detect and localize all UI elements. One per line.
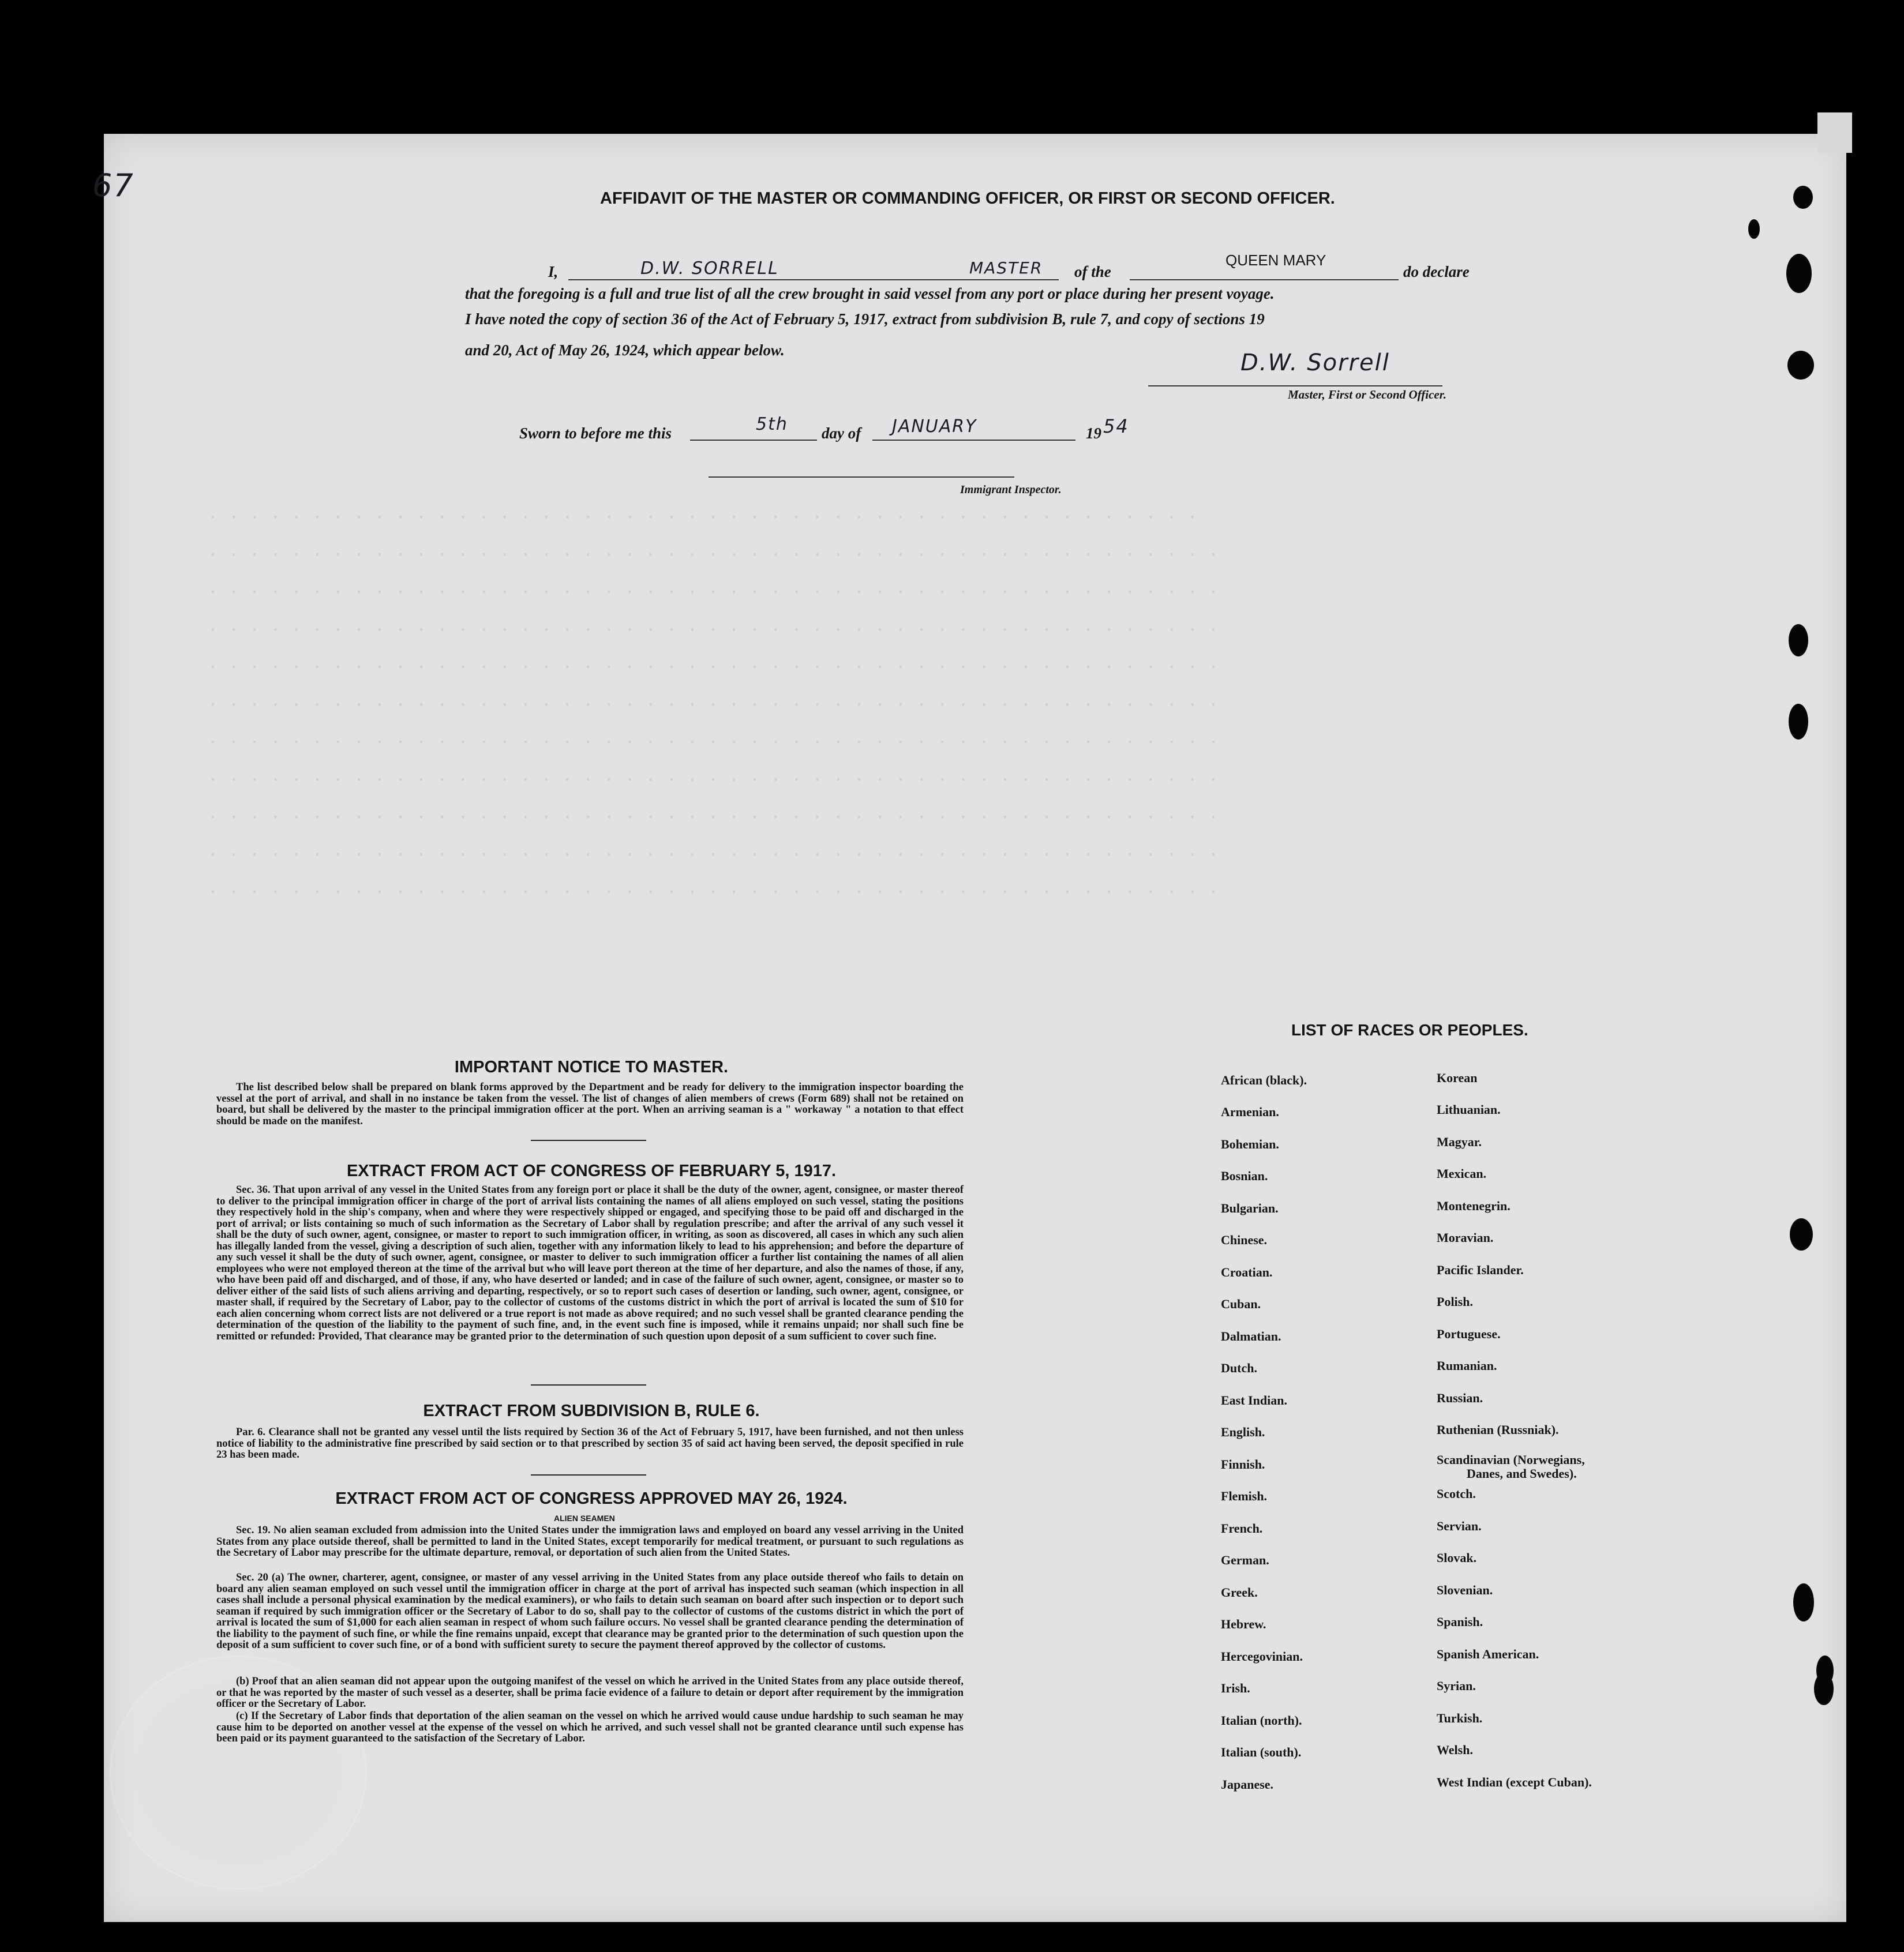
notice-title: IMPORTANT NOTICE TO MASTER. (454, 1058, 729, 1076)
race-item: German. (1221, 1553, 1269, 1567)
punch-hole (1789, 704, 1808, 739)
race-item: Slovak. (1437, 1551, 1477, 1565)
race-item: Korean (1437, 1071, 1478, 1085)
section-divider (531, 1384, 646, 1386)
name-line (568, 279, 1059, 280)
inspector-line (709, 476, 1014, 478)
sworn-day: 5th (756, 414, 788, 434)
vessel-name: QUEEN MARY (1225, 251, 1326, 269)
page-corner-fold (1817, 112, 1852, 153)
extract-1917-body: Sec. 36. That upon arrival of any vessel in the United States from any foreign port or place it shall be the duty of the owner, agent, consignee, or master thereof to deliver to the principal immigration officer in charge of the port of arrival lists containing the names of all aliens employed on such vessel, stating the positions they respectively hold in the ship's company, when and where they were respectively shipped or engaged, and specifying those to be paid off and discharged in the port of arrival; or lists containing so much of such information as the Secretary of Labor shall by regulation prescribe; and after the arrival of any such vessel it shall be the duty of such owner, agent, consignee, or master to report to such immigration officer, in writing, as soon as discovered, all cases in which any such alien has illegally landed from the vessel, giving a description of such alien, together with any information likely to lead to his apprehension; and before the departure of any such vessel it shall be the duty of such owner, agent, consignee, or master to deliver to such immigration officer a further list containing the names of all alien employees who were not employed thereon at the time of the arrival but who will leave port thereon at the time of her departure, and also the names of those, if any, who have been paid off and discharged, and of those, if any, who have deserted or landed; and in case of the failure of such owner, agent, consignee, or master so to deliver either of the said lists of such aliens arriving and departing, respectively, or so to report such cases of desertion or landing, such owner, agent, consignee, or master shall, if required by the Secretary of Labor, pay to the collector of customs of the customs district in which the port of arrival is located the sum of $10 for each alien concerning whom correct lists are not delivered or a true report is not made as above required; and no such vessel shall be granted clearance pending the determination of the question of the liability to the payment of such fine, and, in the event such fine is imposed, while it remains unpaid; nor shall such fine be remitted or refunded: Provided, That clearance may be granted prior to the determination of such question upon deposit of a sum sufficient to cover such fine. (216, 1184, 964, 1342)
race-item: Mexican. (1437, 1166, 1487, 1181)
race-item: Pacific Islander. (1437, 1263, 1524, 1277)
race-item: Flemish. (1221, 1489, 1268, 1503)
do-declare-label: do declare (1403, 263, 1470, 280)
race-item: English. (1221, 1425, 1265, 1439)
notice-body: The list described below shall be prepared on blank forms approved by the Department and be ready for delivery to the immigration inspector boarding the vessel at the port of arrival, and shall in no instance be taken from the vessel. The list of changes of alien members of crews (Form 689) shall not be retained on board, but shall be delivered by the master to the principal immigration officer at the port. When an arriving seaman is a " workaway " a notation to that effect should be made on the manifest. (216, 1082, 964, 1127)
sworn-year: 54 (1103, 415, 1129, 437)
race-item: Dutch. (1221, 1361, 1257, 1375)
race-item: Servian. (1437, 1519, 1482, 1533)
race-item: Spanish American. (1437, 1647, 1539, 1661)
race-item-continuation: Danes, and Swedes). (1467, 1466, 1577, 1481)
of-the-label: of the (1074, 263, 1111, 280)
section-divider (531, 1474, 646, 1476)
race-item: Italian (south). (1221, 1745, 1302, 1759)
punch-hole (1787, 351, 1814, 380)
master-rank: MASTER (969, 258, 1043, 277)
extract-1917-title: EXTRACT FROM ACT OF CONGRESS OF FEBRUARY 5, 1917. (346, 1162, 837, 1180)
inspector-caption: Immigrant Inspector. (960, 483, 1062, 496)
punch-hole (1814, 1673, 1834, 1705)
race-item: African (black). (1221, 1073, 1307, 1087)
year-prefix: 19 (1086, 425, 1101, 442)
affidavit-line-3: and 20, Act of May 26, 1924, which appear below. (465, 341, 785, 359)
extract-rule6-body: Par. 6. Clearance shall not be granted any vessel until the lists required by Section 36 of the Act of February 5, 1917, have been furnished, and not then unless notice of liability to the administrative fine prescribed by said section or to that prescribed by section 35 of said act having been served, the deposit specified in rule 23 has been made. (216, 1427, 964, 1461)
extract-1924-subtitle: ALIEN SEAMEN (554, 1514, 615, 1523)
race-item: Hebrew. (1221, 1617, 1266, 1631)
affidavit-title: AFFIDAVIT OF THE MASTER OR COMMANDING OFFICER, OR FIRST OR SECOND OFFICER. (600, 189, 1335, 208)
race-item: Armenian. (1221, 1105, 1279, 1119)
corner-mark: 67 (92, 167, 134, 204)
vessel-line (1130, 279, 1399, 280)
race-item: Moravian. (1437, 1230, 1494, 1245)
race-item: Turkish. (1437, 1711, 1483, 1725)
race-item: Ruthenian (Russniak). (1437, 1422, 1559, 1437)
race-item: Bulgarian. (1221, 1201, 1279, 1215)
race-item: Polish. (1437, 1294, 1473, 1309)
race-item: Dalmatian. (1221, 1329, 1281, 1343)
day-line (690, 440, 817, 441)
race-item: Chinese. (1221, 1233, 1268, 1247)
race-item: Finnish. (1221, 1457, 1265, 1471)
race-item: Scandinavian (Norwegians, (1437, 1452, 1585, 1467)
month-line (872, 440, 1075, 441)
punch-hole (1748, 219, 1760, 239)
extract-1924-sec20b: (b) Proof that an alien seaman did not appear upon the outgoing manifest of the vessel on which he arrived in the United States from any place outside thereof, or that he was reported by the master of such vessel as a deserter, shall be prima facie evidence of a failure to detain or deport after requirement by the immigration officer or the Secretary of Labor. (216, 1676, 964, 1710)
punch-hole (1786, 254, 1812, 293)
race-item: Hercegovinian. (1221, 1649, 1303, 1664)
day-of-label: day of (822, 425, 861, 442)
sworn-month: JANUARY (892, 416, 977, 437)
race-item: Welsh. (1437, 1743, 1473, 1757)
race-item: Italian (north). (1221, 1713, 1302, 1728)
affidavit-line-1: that the foregoing is a full and true list of all the crew brought in said vessel from any port or place during her present voyage. (465, 285, 1275, 302)
race-item: Cuban. (1221, 1297, 1261, 1311)
master-signature: D.W. Sorrell (1240, 350, 1390, 376)
punch-hole (1790, 1218, 1813, 1251)
extract-1924-sec20a: Sec. 20 (a) The owner, charterer, agent, consignee, or master of any vessel arriving in the United States from any place outside thereof who fails to detain on board any alien seaman employed on such vessel until the immigration officer in charge at the port of arrival has inspected such seaman (which inspection in all cases shall include a personal physical examination by the medical examiners), or who fails to detain such seaman on board after such inspection or to deport such seaman if required by such immigration officer or the Secretary of Labor to do so, shall pay to the collector of customs of the customs district in which the port of arrival is located the sum of $1,000 for each alien seaman in respect of whom such failure occurs. No vessel shall be granted clearance pending the determination of the liability to the payment of such fine, or while the fine remains unpaid, except that clearance may be granted prior to the determination of such question upon the deposit of a sum sufficient to cover such fine, or of a bond with sufficient surety to secure the payment thereof approved by the collector of customs. (216, 1572, 964, 1651)
race-item: West Indian (except Cuban). (1437, 1775, 1592, 1789)
sworn-label: Sworn to before me this (519, 425, 672, 442)
affidavit-line-2: I have noted the copy of section 36 of the Act of February 5, 1917, extract from subdivision B, rule 7, and copy of sections 19 (465, 310, 1265, 328)
race-item: Scotch. (1437, 1486, 1476, 1501)
race-item: Portuguese. (1437, 1327, 1501, 1341)
section-divider (531, 1140, 646, 1141)
punch-hole (1789, 624, 1808, 656)
race-item: Japanese. (1221, 1777, 1274, 1792)
race-item: Syrian. (1437, 1679, 1476, 1693)
signature-caption: Master, First or Second Officer. (1288, 388, 1446, 401)
extract-1924-title: EXTRACT FROM ACT OF CONGRESS APPROVED MAY 26, 1924. (335, 1489, 848, 1508)
extract-1924-sec20c: (c) If the Secretary of Labor finds that deportation of the alien seaman on the vessel on which he arrived would cause undue hardship to such seaman he may cause him to be deported on another vessel at the expense of the vessel on which he arrived, and such vessel shall not be granted clearance until such expense has been paid or its payment guaranteed to the satisfaction of the Secretary of Labor. (216, 1710, 964, 1744)
race-item: Lithuanian. (1437, 1102, 1501, 1117)
race-item: Irish. (1221, 1681, 1250, 1695)
signature-line (1148, 385, 1442, 386)
race-item: Slovenian. (1437, 1583, 1493, 1597)
race-item: Magyar. (1437, 1135, 1482, 1149)
extract-1924-sec19: Sec. 19. No alien seaman excluded from admission into the United States under the immigration laws and employed on board any vessel arriving in the United States from any place outside thereof, shall be permitted to land in the United States, except temporarily for medical treatment, or pursuant to such regulations as the Secretary of Labor may prescribe for the ultimate departure, removal, or deportation of such alien from the United States. (216, 1525, 964, 1559)
race-item: Bosnian. (1221, 1169, 1268, 1183)
race-item: East Indian. (1221, 1393, 1287, 1407)
race-item: Bohemian. (1221, 1137, 1279, 1151)
race-item: Russian. (1437, 1391, 1483, 1405)
document-page (104, 134, 1846, 1922)
punch-hole (1793, 1583, 1814, 1621)
race-item: Spanish. (1437, 1615, 1483, 1629)
race-item: Montenegrin. (1437, 1199, 1511, 1213)
race-item: Rumanian. (1437, 1358, 1497, 1373)
race-item: Croatian. (1221, 1265, 1273, 1279)
extract-rule6-title: EXTRACT FROM SUBDIVISION B, RULE 6. (423, 1402, 760, 1420)
races-title: LIST OF RACES OR PEOPLES. (1291, 1021, 1528, 1039)
master-name: D.W. SORRELL (640, 258, 779, 279)
race-item: French. (1221, 1521, 1263, 1536)
punch-hole (1793, 186, 1813, 209)
affidavit-i-label: I, (548, 263, 559, 280)
race-item: Greek. (1221, 1585, 1258, 1600)
